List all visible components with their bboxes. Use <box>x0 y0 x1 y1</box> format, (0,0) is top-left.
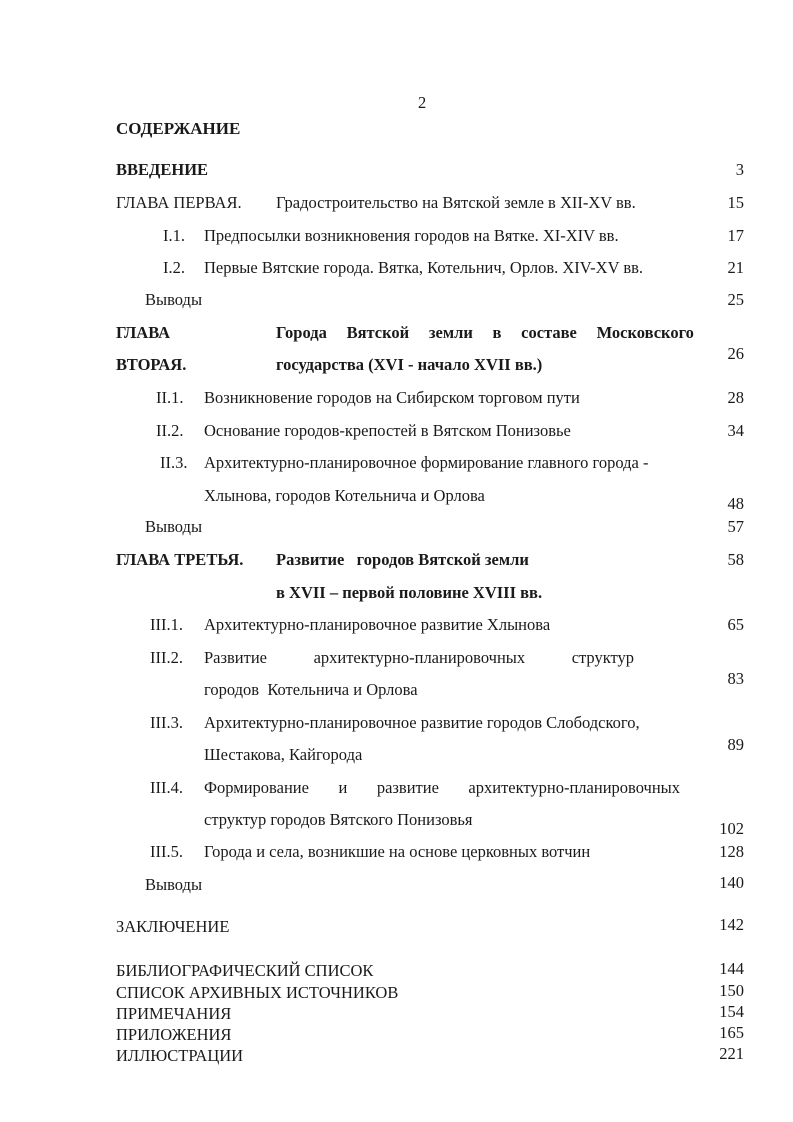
section-3-1-page: 65 <box>727 615 744 634</box>
chapter2-title-word: Вятской <box>346 323 410 342</box>
section-3-2-title-line1 <box>204 648 634 668</box>
backmatter-item-page: 150 <box>719 981 744 1000</box>
section-2-3-title-line1: Архитектурно-планировочное формирование главного города - <box>204 453 649 472</box>
section-3-4-title-word: развитие <box>376 778 439 797</box>
section-2-2-page: 34 <box>727 421 744 440</box>
backmatter-item-label: СПИСОК АРХИВНЫХ ИСТОЧНИКОВ <box>116 983 399 1002</box>
section-3-2-title-line2: городов Котельнича и Орлова <box>204 680 418 699</box>
toc-conclusion-label: ЗАКЛЮЧЕНИЕ <box>116 917 230 936</box>
chapter2-label-line1: ГЛАВА <box>116 323 171 342</box>
section-3-3-title-line2: Шестакова, Кайгорода <box>204 745 363 764</box>
section-3-1-number: III.1. <box>150 615 183 634</box>
toc-intro-label: ВВЕДЕНИЕ <box>116 160 209 179</box>
section-3-4-number: III.4. <box>150 778 183 797</box>
chapter2-title-word: в <box>492 323 502 342</box>
section-3-5-page: 128 <box>719 842 744 861</box>
section-3-4-title-word: архитектурно-планировочных <box>468 778 680 797</box>
section-3-1-title: Архитектурно-планировочное развитие Хлынова <box>204 615 551 634</box>
chapter2-title-line2: государства (XVI - начало XVII вв.) <box>276 355 543 374</box>
section-2-3-title-line2: Хлынова, городов Котельнича и Орлова <box>204 486 485 505</box>
section-3-5-number: III.5. <box>150 842 183 861</box>
section-3-4-page: 102 <box>719 819 744 838</box>
section-3-4-title-word: Формирование <box>204 778 309 797</box>
chapter3-title-line1: Развитие городов Вятской земли <box>276 550 529 569</box>
backmatter-item-page: 221 <box>719 1044 744 1063</box>
chapter1-conclusions-page: 25 <box>727 290 744 309</box>
chapter1-page: 15 <box>727 193 744 212</box>
backmatter-item-label: ИЛЛЮСТРАЦИИ <box>116 1046 244 1065</box>
section-3-3-number: III.3. <box>150 713 183 732</box>
backmatter-item-page: 144 <box>719 959 744 978</box>
section-3-2-title-word: Развитие <box>204 648 268 667</box>
chapter2-title-word: земли <box>428 323 473 342</box>
chapter3-conclusions-page: 140 <box>719 873 744 892</box>
toc-conclusion-page: 142 <box>719 915 744 934</box>
section-1-1-number: I.1. <box>163 226 185 245</box>
section-3-2-title-word: структур <box>571 648 634 667</box>
toc-heading: СОДЕРЖАНИЕ <box>116 119 241 138</box>
chapter2-conclusions-label: Выводы <box>145 517 203 536</box>
section-3-2-title-word: архитектурно-планировочных <box>313 648 526 667</box>
section-2-3-page: 48 <box>727 494 744 513</box>
backmatter-item-label: ПРИМЕЧАНИЯ <box>116 1004 232 1023</box>
chapter3-page: 58 <box>727 550 744 569</box>
section-1-2-page: 21 <box>727 258 744 277</box>
backmatter-item-page: 165 <box>719 1023 744 1042</box>
section-2-2-number: II.2. <box>156 421 184 440</box>
chapter1-title: Градостроительство на Вятской земле в XII-XV вв. <box>276 193 636 212</box>
chapter2-title-word: Города <box>276 323 327 342</box>
section-1-1-title: Предпосылки возникновения городов на Вятке. XI-XIV вв. <box>204 226 619 245</box>
section-1-1-page: 17 <box>727 226 744 245</box>
page-number: 2 <box>418 93 427 112</box>
chapter1-conclusions-label: Выводы <box>145 290 203 309</box>
section-3-2-number: III.2. <box>150 648 183 667</box>
chapter3-title-line2: в XVII – первой половине XVIII вв. <box>276 583 543 602</box>
chapter2-page: 26 <box>727 344 744 363</box>
backmatter-item-label: БИБЛИОГРАФИЧЕСКИЙ СПИСОК <box>116 961 374 980</box>
chapter2-label-line2: ВТОРАЯ. <box>116 355 187 374</box>
backmatter-item-label: ПРИЛОЖЕНИЯ <box>116 1025 232 1044</box>
section-3-5-title: Города и села, возникшие на основе церковных вотчин <box>204 842 591 861</box>
section-3-3-title-line1: Архитектурно-планировочное развитие городов Слободского, <box>204 713 640 732</box>
backmatter-item-page: 154 <box>719 1002 744 1021</box>
section-2-1-title: Возникновение городов на Сибирском торговом пути <box>204 388 580 407</box>
section-2-2-title: Основание городов-крепостей в Вятском Понизовье <box>204 421 571 440</box>
section-1-2-number: I.2. <box>163 258 185 277</box>
chapter2-title-word: Московского <box>596 323 694 342</box>
section-3-4-title-line1 <box>204 778 680 798</box>
section-3-3-page: 89 <box>727 735 744 754</box>
chapter3-label: ГЛАВА ТРЕТЬЯ. <box>116 550 244 569</box>
section-2-1-number: II.1. <box>156 388 184 407</box>
section-2-3-number: II.3. <box>160 453 188 472</box>
section-1-2-title: Первые Вятские города. Вятка, Котельнич, Орлов. XIV-XV вв. <box>204 258 644 277</box>
chapter2-title-line1 <box>276 323 694 343</box>
section-3-4-title-line2: структур городов Вятского Понизовья <box>204 810 473 829</box>
section-3-4-title-word: и <box>338 778 348 797</box>
toc-intro-page: 3 <box>735 160 744 179</box>
section-2-1-page: 28 <box>727 388 744 407</box>
chapter2-title-word: составе <box>521 323 577 342</box>
chapter2-conclusions-page: 57 <box>727 517 744 536</box>
section-3-2-page: 83 <box>727 669 744 688</box>
chapter3-conclusions-label: Выводы <box>145 875 203 894</box>
chapter1-label: ГЛАВА ПЕРВАЯ. <box>116 193 242 212</box>
